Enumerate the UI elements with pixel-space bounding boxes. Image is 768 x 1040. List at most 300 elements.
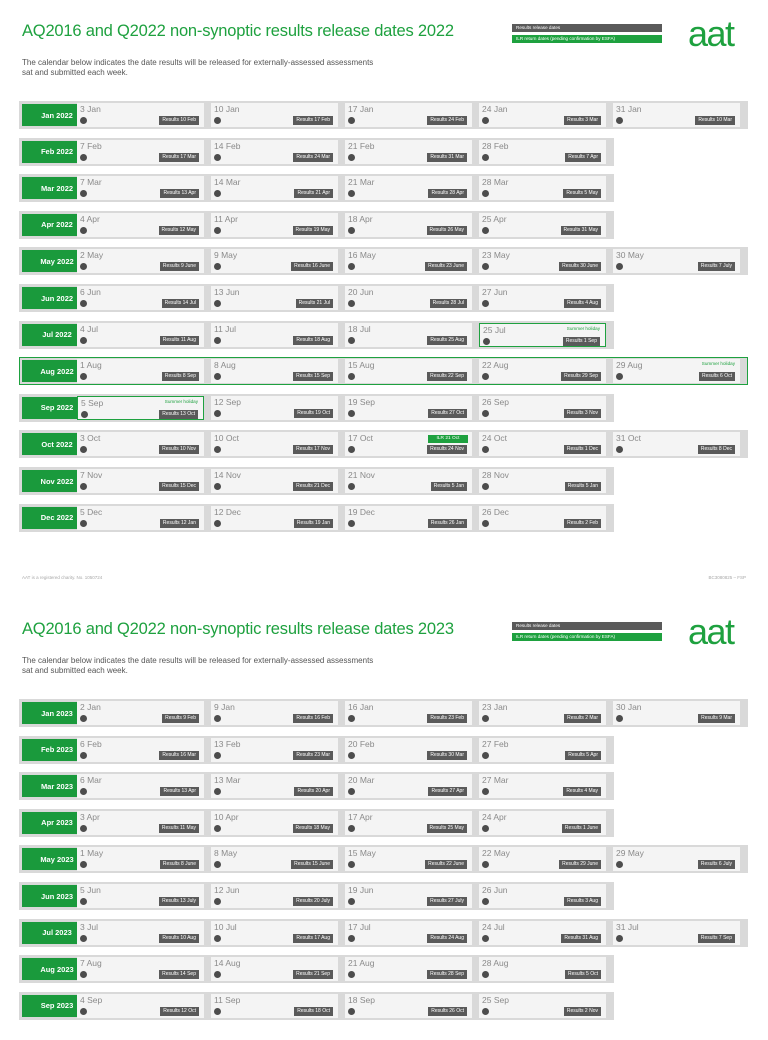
week-cell [345, 774, 472, 798]
week-date: 11 Apr [214, 213, 238, 224]
assessment-icon [616, 715, 623, 722]
month-label: Dec 2022 [22, 507, 92, 529]
results-badge: Results 10 Feb [159, 116, 199, 125]
results-badge: Results 29 Sep [561, 372, 601, 381]
assessment-icon [80, 935, 87, 942]
results-badge: Results 22 June [425, 860, 467, 869]
aat-logo: aat [688, 13, 734, 54]
assessment-icon [482, 715, 489, 722]
results-badge: Results 23 Mar [293, 751, 333, 760]
week-cell [211, 286, 338, 310]
assessment-icon [80, 373, 87, 380]
results-badge: Results 13 Apr [160, 189, 199, 198]
week-cell [77, 957, 204, 981]
assessment-icon [80, 483, 87, 490]
results-badge: Results 6 July [698, 860, 735, 869]
week-cell [77, 323, 204, 347]
results-badge: Results 4 May [563, 787, 601, 796]
assessment-icon [348, 263, 355, 270]
results-badge: Results 7 Apr [565, 153, 601, 162]
week-cell [345, 323, 472, 347]
results-badge: Results 2 Mar [564, 714, 601, 723]
week-cell [479, 213, 606, 237]
week-date: 28 Feb [482, 140, 509, 151]
week-cell [211, 738, 338, 762]
month-row [19, 919, 748, 947]
assessment-icon [214, 373, 221, 380]
results-badge: Results 10 Aug [159, 934, 199, 943]
week-date: 14 Nov [214, 470, 241, 480]
week-cell [77, 469, 204, 493]
week-date: 29 May [616, 848, 644, 859]
assessment-icon [80, 446, 87, 453]
assessment-icon [80, 117, 87, 124]
month-row [19, 955, 614, 983]
week-cell [345, 506, 472, 530]
week-date: 24 Jan [482, 104, 508, 114]
month-label: Sep 2023 [22, 995, 92, 1017]
assessment-icon [80, 263, 87, 270]
assessment-icon [80, 1008, 87, 1015]
week-cell [479, 469, 606, 493]
week-cell [77, 774, 204, 798]
week-date: 26 Jun [482, 885, 508, 895]
assessment-icon [616, 935, 623, 942]
results-badge: Results 3 Aug [564, 897, 601, 906]
week-cell [479, 432, 606, 456]
results-badge: Results 18 Aug [293, 336, 333, 345]
week-cell [479, 738, 606, 762]
week-cell [345, 432, 472, 456]
assessment-icon [81, 411, 88, 418]
week-cell [479, 701, 606, 725]
week-date: 25 Jul [483, 324, 506, 335]
assessment-icon [214, 825, 221, 832]
week-cell [211, 774, 338, 798]
summer-holiday-note: Summer holiday [164, 398, 198, 404]
assessment-icon [348, 117, 355, 124]
assessment-icon [482, 190, 489, 197]
results-badge: Results 26 Jan [428, 519, 467, 528]
results-badge: Results 12 Jan [160, 519, 199, 528]
week-date: 10 Apr [214, 811, 239, 822]
week-cell [211, 811, 338, 835]
results-badge: Results 13 July [159, 897, 199, 906]
assessment-icon [214, 154, 221, 161]
week-date: 7 Mar [80, 177, 102, 188]
week-cell [479, 884, 606, 908]
results-badge: Results 19 May [293, 226, 333, 235]
week-cell [77, 506, 204, 530]
month-row [19, 467, 614, 495]
assessment-icon [348, 898, 355, 905]
month-row [19, 321, 614, 349]
week-cell [345, 396, 472, 420]
week-cell [77, 994, 204, 1018]
results-badge: Results 25 Aug [427, 336, 467, 345]
week-cell [613, 359, 740, 383]
month-label: Nov 2022 [22, 470, 92, 492]
week-date: 9 May [214, 250, 238, 261]
results-badge: Results 17 Nov [293, 445, 333, 454]
assessment-icon [80, 971, 87, 978]
assessment-icon [482, 300, 489, 307]
week-cell [613, 103, 740, 127]
results-badge: Results 11 May [159, 824, 199, 833]
assessment-icon [348, 971, 355, 978]
week-date: 19 Sep [348, 396, 375, 407]
assessment-icon [482, 935, 489, 942]
week-date: 26 Sep [482, 396, 509, 407]
week-date: 27 Feb [482, 738, 509, 749]
assessment-icon [348, 861, 355, 868]
results-badge: Results 15 Dec [159, 482, 199, 491]
results-badge: Results 24 Nov [427, 445, 467, 454]
assessment-icon [80, 788, 87, 795]
week-date: 1 May [80, 848, 104, 859]
assessment-icon [214, 752, 221, 759]
results-badge: Results 14 Jul [162, 299, 199, 308]
results-badge: Results 1 Sep [563, 337, 600, 346]
results-badge: Results 10 Nov [159, 445, 199, 454]
results-badge: Results 5 Apr [565, 751, 601, 760]
assessment-icon [483, 338, 490, 345]
results-badge: Results 26 May [427, 226, 467, 235]
week-cell [345, 811, 472, 835]
week-date: 19 Jun [348, 885, 374, 895]
week-date: 21 Feb [348, 140, 375, 151]
assessment-icon [482, 373, 489, 380]
results-badge: Results 17 Mar [159, 153, 199, 162]
assessment-icon [214, 337, 221, 344]
week-date: 13 Mar [214, 775, 241, 786]
week-cell [77, 213, 204, 237]
results-badge: Results 5 Oct [565, 970, 601, 979]
week-cell [211, 176, 338, 200]
week-date: 28 Mar [482, 177, 509, 188]
assessment-icon [348, 935, 355, 942]
week-date: 17 Jan [348, 104, 374, 114]
week-cell [345, 994, 472, 1018]
assessment-icon [616, 263, 623, 270]
week-cell [345, 213, 472, 237]
week-date: 20 Mar [348, 775, 375, 786]
assessment-icon [348, 300, 355, 307]
week-cell [479, 323, 606, 347]
footer-charity-note: AAT is a registered charity. No. 1050724 [22, 575, 103, 580]
week-cell [211, 506, 338, 530]
week-cell [345, 738, 472, 762]
week-date: 13 Jun [214, 287, 240, 297]
assessment-icon [348, 520, 355, 527]
results-badge: Results 21 Dec [293, 482, 333, 491]
week-date: 15 May [348, 848, 376, 859]
assessment-icon [214, 898, 221, 905]
week-cell [613, 847, 740, 871]
month-label: Mar 2023 [22, 775, 92, 797]
month-row [19, 736, 614, 764]
week-cell [77, 103, 204, 127]
results-badge: Results 16 Mar [159, 751, 199, 760]
assessment-icon [80, 300, 87, 307]
month-row [19, 394, 614, 422]
week-cell [211, 213, 338, 237]
month-label: Apr 2023 [22, 812, 92, 834]
results-badge: Results 20 Apr [294, 787, 333, 796]
assessment-icon [482, 483, 489, 490]
results-badge: Results 19 Jan [294, 519, 333, 528]
assessment-icon [80, 227, 87, 234]
week-date: 4 Jul [80, 323, 98, 334]
week-cell [77, 396, 204, 420]
assessment-icon [214, 520, 221, 527]
week-date: 20 Jun [348, 287, 374, 297]
results-badge: Results 26 Oct [428, 1007, 467, 1016]
assessment-icon [80, 752, 87, 759]
results-badge: Results 27 July [427, 897, 467, 906]
week-cell [211, 884, 338, 908]
month-row [19, 101, 748, 129]
week-date: 31 Oct [616, 433, 642, 444]
page-title: AQ2016 and Q2022 non-synoptic results release dates 2022 [22, 22, 454, 40]
week-date: 5 Sep [81, 397, 104, 408]
assessment-icon [80, 825, 87, 832]
week-cell [479, 811, 606, 835]
assessment-icon [482, 788, 489, 795]
week-cell [211, 957, 338, 981]
assessment-icon [616, 446, 623, 453]
month-label: Sep 2022 [22, 397, 92, 419]
week-date: 21 Aug [348, 958, 375, 969]
assessment-icon [348, 825, 355, 832]
week-cell [77, 811, 204, 835]
assessment-icon [616, 861, 623, 868]
week-cell [479, 506, 606, 530]
week-cell [211, 994, 338, 1018]
week-cell [77, 359, 204, 383]
month-label: May 2023 [22, 848, 92, 870]
assessment-icon [482, 971, 489, 978]
week-date: 24 Oct [482, 433, 508, 444]
week-cell [479, 847, 606, 871]
month-row [19, 504, 614, 532]
results-badge: Results 31 Aug [561, 934, 601, 943]
week-cell [479, 103, 606, 127]
week-date: 14 Feb [214, 140, 241, 151]
results-badge: Results 4 Aug [564, 299, 601, 308]
week-date: 27 Jun [482, 287, 508, 297]
ilr-badge: ILR 21 Oct [428, 435, 468, 443]
results-badge: Results 5 Jan [565, 482, 601, 491]
results-badge: Results 3 Mar [564, 116, 601, 125]
week-cell [613, 701, 740, 725]
results-section [0, 13, 768, 526]
week-date: 17 Apr [348, 811, 373, 822]
month-label: May 2022 [22, 250, 92, 272]
assessment-icon [214, 1008, 221, 1015]
results-badge: Results 27 Apr [428, 787, 467, 796]
month-label: Jun 2022 [22, 287, 92, 309]
week-cell [211, 921, 338, 945]
month-row [19, 357, 748, 385]
summer-holiday-note: Summer holiday [566, 325, 600, 331]
results-badge: Results 28 Sep [427, 970, 467, 979]
week-date: 8 Aug [214, 360, 236, 371]
week-cell [211, 140, 338, 164]
assessment-icon [214, 117, 221, 124]
assessment-icon [482, 1008, 489, 1015]
week-date: 24 Apr [482, 811, 507, 822]
assessment-icon [80, 154, 87, 161]
month-row [19, 809, 614, 837]
week-date: 4 Apr [80, 213, 100, 224]
week-date: 14 Mar [214, 177, 241, 188]
week-cell [77, 176, 204, 200]
week-date: 24 Jul [482, 921, 505, 932]
results-badge: Results 3 Nov [564, 409, 601, 418]
week-date: 30 Jan [616, 702, 642, 712]
results-badge: Results 24 Feb [427, 116, 467, 125]
week-date: 22 Aug [482, 360, 509, 371]
summer-holiday-note: Summer holiday [701, 361, 735, 367]
week-cell [211, 103, 338, 127]
intro-text: The calendar below indicates the date results will be released for externally-assessed assessments sat and submitted each week. [22, 58, 374, 77]
week-date: 16 Jan [348, 702, 374, 712]
results-badge: Results 15 Sep [293, 372, 333, 381]
assessment-icon [482, 117, 489, 124]
results-badge: Results 19 Oct [294, 409, 333, 418]
assessment-icon [348, 483, 355, 490]
results-badge: Results 20 July [293, 897, 333, 906]
month-row [19, 845, 748, 873]
results-badge: Results 16 Feb [293, 714, 333, 723]
assessment-icon [482, 446, 489, 453]
month-row [19, 992, 614, 1020]
week-date: 18 Jul [348, 323, 371, 334]
results-badge: Results 2 Nov [564, 1007, 601, 1016]
month-label: Oct 2022 [22, 433, 92, 455]
week-cell [77, 249, 204, 273]
results-badge: Results 13 Oct [159, 410, 198, 419]
footer-reference: BC3080825 – FSP [708, 575, 746, 580]
page-title: AQ2016 and Q2022 non-synoptic results release dates 2023 [22, 620, 454, 638]
results-badge: Results 18 Oct [294, 1007, 333, 1016]
week-date: 11 Sep [214, 994, 241, 1005]
results-badge: Results 16 June [291, 262, 333, 271]
week-cell [479, 140, 606, 164]
results-badge: Results 21 Sep [293, 970, 333, 979]
week-date: 3 Oct [80, 433, 101, 444]
results-badge: Results 2 Feb [564, 519, 601, 528]
assessment-icon [214, 971, 221, 978]
week-cell [345, 176, 472, 200]
week-cell [211, 847, 338, 871]
results-badge: Results 30 June [559, 262, 601, 271]
month-row [19, 882, 614, 910]
legend-results-release: Results release dates [512, 622, 662, 630]
month-label: Jan 2023 [22, 702, 92, 724]
results-badge: Results 27 Oct [428, 409, 467, 418]
aat-logo: aat [688, 611, 734, 652]
assessment-icon [80, 861, 87, 868]
week-cell [211, 432, 338, 456]
assessment-icon [214, 263, 221, 270]
week-date: 2 May [80, 250, 104, 261]
month-label: Mar 2022 [22, 177, 92, 199]
week-date: 12 Dec [214, 506, 241, 517]
results-badge: Results 7 July [698, 262, 735, 271]
week-date: 7 Feb [80, 140, 102, 151]
week-date: 18 Apr [348, 213, 373, 224]
assessment-icon [482, 410, 489, 417]
week-cell [345, 921, 472, 945]
week-cell [211, 359, 338, 383]
results-badge: Results 7 Sep [698, 934, 735, 943]
results-badge: Results 17 Feb [293, 116, 333, 125]
week-date: 22 May [482, 848, 510, 859]
assessment-icon [348, 446, 355, 453]
week-cell [479, 396, 606, 420]
week-date: 16 May [348, 250, 376, 261]
week-cell [345, 884, 472, 908]
week-cell [479, 176, 606, 200]
week-date: 9 Jan [214, 702, 235, 712]
month-label: Jun 2023 [22, 885, 92, 907]
assessment-icon [214, 227, 221, 234]
week-date: 5 Dec [80, 506, 103, 517]
month-row [19, 284, 614, 312]
results-badge: Results 12 May [159, 226, 199, 235]
week-cell [77, 884, 204, 908]
results-badge: Results 1 June [562, 824, 601, 833]
week-date: 6 Mar [80, 775, 102, 786]
week-cell [345, 847, 472, 871]
week-date: 10 Jul [214, 921, 237, 932]
month-row [19, 247, 748, 275]
results-badge: Results 5 May [563, 189, 601, 198]
week-cell [479, 359, 606, 383]
assessment-icon [348, 788, 355, 795]
week-date: 5 Jun [80, 885, 101, 895]
week-date: 31 Jul [616, 921, 639, 932]
results-badge: Results 29 June [559, 860, 601, 869]
results-badge: Results 24 Aug [427, 934, 467, 943]
legend-results-release: Results release dates [512, 24, 662, 32]
assessment-icon [616, 117, 623, 124]
assessment-icon [482, 752, 489, 759]
week-cell [345, 140, 472, 164]
week-date: 28 Aug [482, 958, 509, 969]
week-date: 21 Mar [348, 177, 375, 188]
week-date: 26 Dec [482, 506, 509, 517]
results-badge: Results 9 June [160, 262, 199, 271]
week-date: 17 Jul [348, 921, 371, 932]
month-label: Aug 2023 [22, 958, 92, 980]
results-badge: Results 9 Feb [162, 714, 199, 723]
week-date: 18 Sep [348, 994, 375, 1005]
week-cell [211, 396, 338, 420]
assessment-icon [214, 483, 221, 490]
results-badge: Results 18 May [293, 824, 333, 833]
week-date: 28 Nov [482, 470, 509, 480]
month-label: Jul 2022 [22, 324, 92, 346]
assessment-icon [80, 520, 87, 527]
assessment-icon [80, 898, 87, 905]
week-date: 27 Mar [482, 775, 509, 786]
results-badge: Results 15 June [291, 860, 333, 869]
results-badge: Results 10 Mar [695, 116, 735, 125]
month-row [19, 211, 614, 239]
